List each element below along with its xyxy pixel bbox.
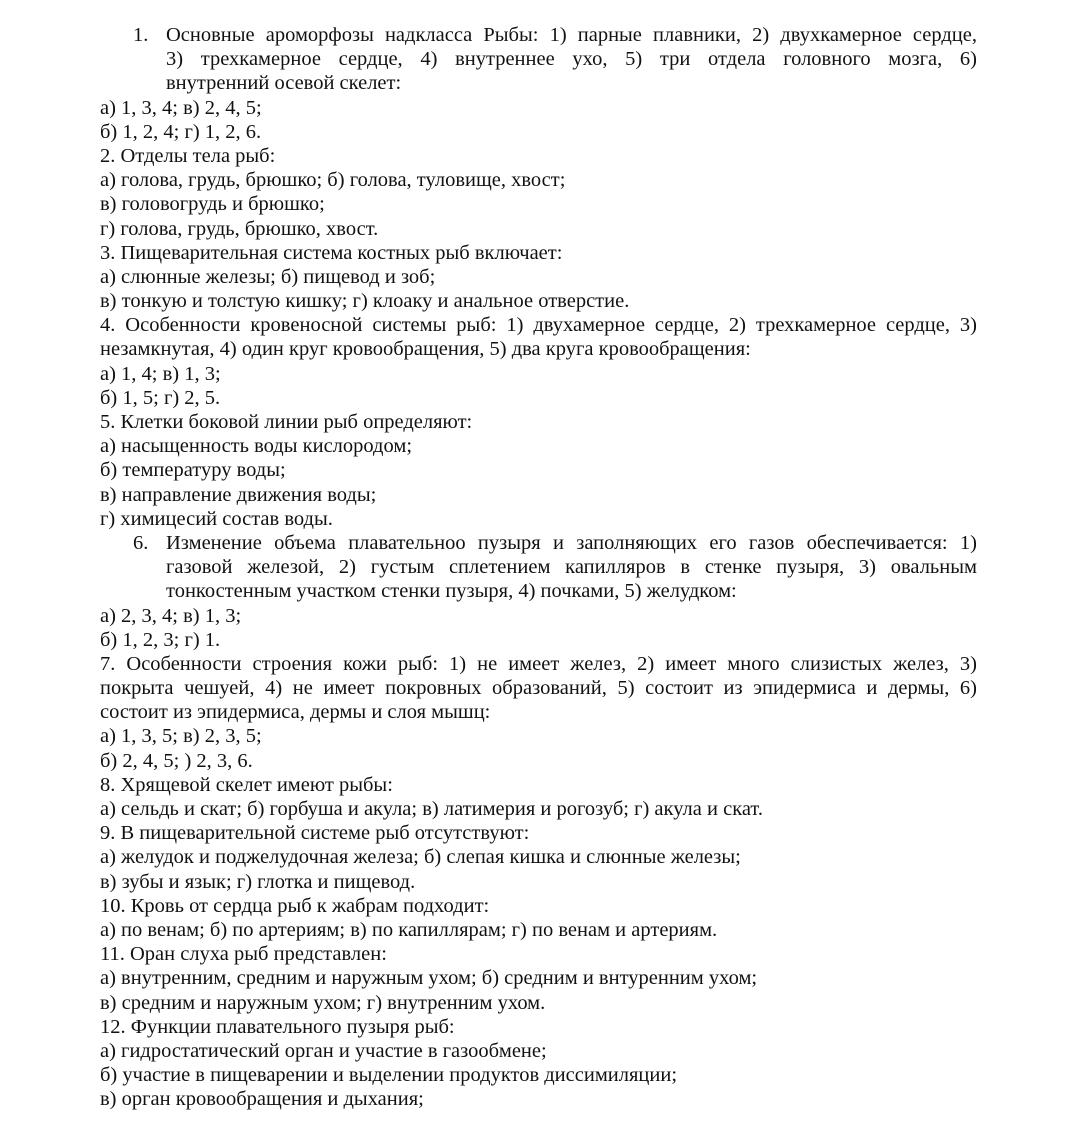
question-text: Основные ароморфозы надкласса Рыбы: 1) парные плавники, 2) двухкамерное сердце,: [166, 24, 977, 46]
question-stem-line: [0, 241, 1080, 265]
answer-options-line: [0, 749, 1080, 773]
answer-option-text: а) 1, 3, 5; в) 2, 3, 5;: [100, 725, 262, 748]
question-stem-line: [0, 700, 1080, 724]
answer-options-line: [0, 604, 1080, 628]
answer-options-line: [0, 797, 1080, 821]
question-stem-line: [0, 1015, 1080, 1039]
answer-options-line: [0, 870, 1080, 894]
answer-option-text: в) направление движения воды;: [100, 483, 377, 506]
question-text: состоит из эпидермиса, дермы и слоя мышц:: [100, 701, 491, 724]
answer-option-text: б) 2, 4, 5; ) 2, 3, 6.: [100, 749, 253, 772]
question-text: 10. Кровь от сердца рыб к жабрам подходит:: [100, 894, 490, 917]
answer-options-line: [0, 845, 1080, 869]
answer-option-text: а) слюнные железы; б) пищевод и зоб;: [100, 265, 436, 288]
answer-options-line: [0, 120, 1080, 144]
answer-option-text: а) 1, 4; в) 1, 3;: [100, 362, 221, 385]
answer-options-line: [0, 362, 1080, 386]
answer-option-text: в) зубы и язык; г) глотка и пищевод.: [100, 870, 416, 893]
question-stem-line: [0, 773, 1080, 797]
answer-options-line: [0, 483, 1080, 507]
answer-options-line: [0, 168, 1080, 192]
question-stem-line: [0, 337, 1080, 361]
question-stem-line: [0, 676, 1080, 700]
question-stem-line: [0, 71, 1080, 95]
question-stem-line: [0, 942, 1080, 966]
answer-options-line: [0, 724, 1080, 748]
question-text: Изменение объема плавательноо пузыря и заполняющих его газов обеспечивается: 1): [166, 531, 977, 554]
question-stem-line: [0, 579, 1080, 603]
answer-option-text: а) гидростатический орган и участие в газообмене;: [100, 1039, 547, 1062]
question-number: 1.: [133, 24, 149, 46]
answer-option-text: б) участие в пищеварении и выделении продуктов диссимиляции;: [100, 1064, 678, 1087]
question-text: 8. Хрящевой скелет имеют рыбы:: [100, 773, 393, 796]
question-text: незамкнутая, 4) один круг кровообращения, 5) два круга кровообращения:: [100, 338, 751, 361]
question-text: 12. Функции плавательного пузыря рыб:: [100, 1015, 455, 1038]
question-text: газовой железой, 2) густым сплетением капилляров в стенке пузыря, 3) овальным: [166, 556, 977, 579]
question-text: 5. Клетки боковой линии рыб определяют:: [100, 411, 473, 433]
question-text: 9. В пищеварительной системе рыб отсутствуют:: [100, 822, 530, 845]
answer-option-text: г) голова, грудь, брюшко, хвост.: [100, 217, 379, 240]
answer-option-text: а) голова, грудь, брюшко; б) голова, туловище, хвост;: [100, 169, 566, 192]
question-text: тонкостенным участком стенки пузыря, 4) почками, 5) желудком:: [166, 580, 737, 603]
answer-option-text: г) химицесий состав воды.: [100, 507, 333, 530]
answer-options-line: [0, 966, 1080, 990]
question-stem-line: [0, 821, 1080, 845]
answer-options-line: [0, 265, 1080, 289]
question-stem-line: [0, 410, 1080, 434]
answer-option-text: в) головогрудь и брюшко;: [100, 193, 325, 216]
question-text: 2. Отделы тела рыб:: [100, 144, 276, 167]
answer-options-line: [0, 458, 1080, 482]
answer-options-line: [0, 96, 1080, 120]
answer-options-line: [0, 991, 1080, 1015]
answer-option-text: а) по венам; б) по артериям; в) по капиллярам; г) по венам и артериям.: [100, 918, 718, 941]
answer-option-text: в) тонкую и толстую кишку; г) клоаку и анальное отверстие.: [100, 290, 630, 313]
question-stem-line: [0, 23, 1080, 47]
question-stem-line: [0, 555, 1080, 579]
answer-options-line: [0, 289, 1080, 313]
answer-options-line: [0, 918, 1080, 942]
answer-option-text: а) 1, 3, 4; в) 2, 4, 5;: [100, 96, 262, 119]
answer-options-line: [0, 1087, 1080, 1111]
question-stem-line: [0, 652, 1080, 676]
answer-option-text: а) насыщенность воды кислородом;: [100, 435, 413, 458]
answer-options-line: [0, 434, 1080, 458]
answer-options-line: [0, 507, 1080, 531]
question-text: 7. Особенности строения кожи рыб: 1) не имеет желез, 2) имеет много слизистых желез, 3): [100, 652, 977, 675]
answer-option-text: б) 1, 2, 4; г) 1, 2, 6.: [100, 120, 262, 143]
answer-option-text: в) орган кровообращения и дыхания;: [100, 1088, 424, 1111]
quiz-document: [0, 23, 1080, 1111]
answer-option-text: б) температуру воды;: [100, 459, 286, 482]
answer-option-text: а) внутренним, средним и наружным ухом; б) средним и внтуренним ухом;: [100, 967, 758, 990]
answer-option-text: б) 1, 2, 3; г) 1.: [100, 628, 221, 651]
question-text: 3) трехкамерное сердце, 4) внутреннее ухо, 5) три отдела головного мозга, 6): [166, 48, 977, 71]
answer-option-text: б) 1, 5; г) 2, 5.: [100, 386, 221, 409]
question-stem-line: [0, 894, 1080, 918]
answer-options-line: [0, 217, 1080, 241]
answer-options-line: [0, 628, 1080, 652]
question-stem-line: [0, 313, 1080, 337]
answer-option-text: а) сельдь и скат; б) горбуша и акула; в) латимерия и рогозуб; г) акула и скат.: [100, 798, 763, 820]
question-stem-line: [0, 144, 1080, 168]
answer-options-line: [0, 386, 1080, 410]
answer-option-text: в) средним и наружным ухом; г) внутренним ухом.: [100, 991, 546, 1014]
answer-options-line: [0, 1039, 1080, 1063]
question-text: 11. Оран слуха рыб представлен:: [100, 943, 387, 966]
question-text: внутренний осевой скелет:: [166, 72, 402, 95]
question-text: 4. Особенности кровеносной системы рыб: 1) двухамерное сердце, 2) трехкамерное сердце, 3): [100, 314, 977, 337]
answer-option-text: а) 2, 3, 4; в) 1, 3;: [100, 604, 242, 627]
question-number: 6.: [133, 531, 149, 554]
answer-option-text: а) желудок и поджелудочная железа; б) слепая кишка и слюнные железы;: [100, 846, 741, 869]
question-text: покрыта чешуей, 4) не имеет покровных образований, 5) состоит из эпидермиса и дермы, 6): [100, 677, 977, 700]
question-stem-line: [0, 531, 1080, 555]
answer-options-line: [0, 192, 1080, 216]
answer-options-line: [0, 1063, 1080, 1087]
question-stem-line: [0, 47, 1080, 71]
question-text: 3. Пищеварительная система костных рыб включает:: [100, 241, 563, 264]
